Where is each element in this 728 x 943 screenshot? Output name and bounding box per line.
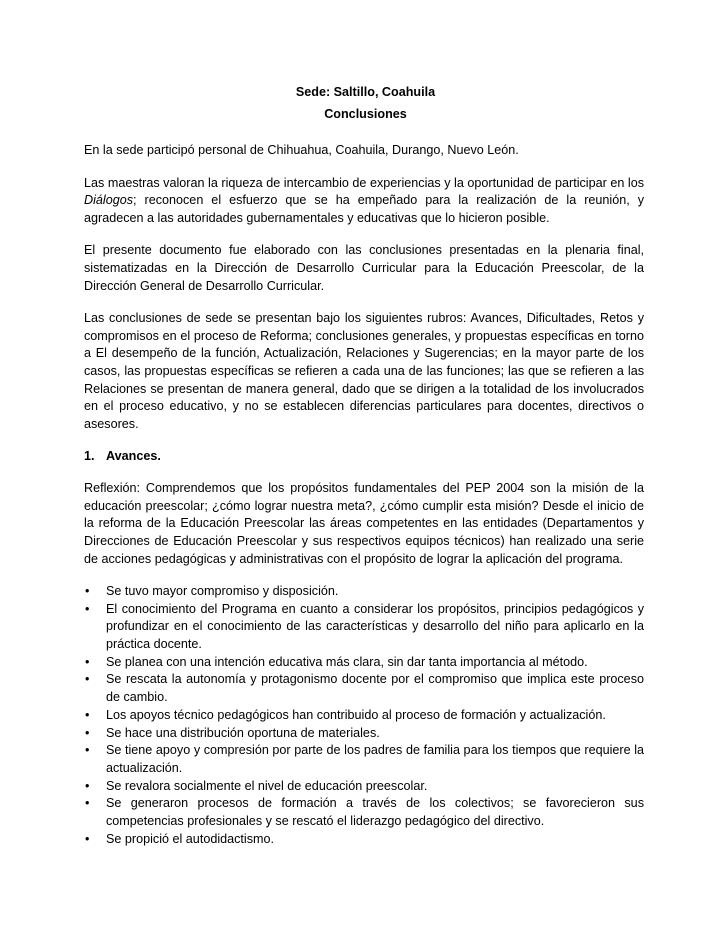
list-item: • Los apoyos técnico pedagógicos han contribuido al proceso de formación y actualización.	[84, 707, 644, 725]
list-item: • Se revalora socialmente el nivel de educación preescolar.	[84, 778, 644, 796]
list-item: • Se planea con una intención educativa más clara, sin dar tanta importancia al método.	[84, 654, 644, 672]
bullet-icon: •	[85, 778, 90, 793]
bullet-icon: •	[85, 707, 90, 722]
page-title: Conclusiones	[324, 106, 407, 121]
avances-list	[84, 583, 644, 849]
bullet-icon: •	[85, 601, 90, 616]
rubros-paragraph: Las conclusiones de sede se presentan bajo los siguientes rubros: Avances, Dificultades, Retos y compromisos en el proceso de Reforma; conclusiones generales, y propuestas específicas en torno a El desempeño de la función, Actualización, Relaciones y Sugerencias; en la mayor parte de los casos, las propuestas específicas se refieren a cada una de las funciones; las que se refieren a las Relaciones se presentan de manera general, dado que se dirigen a la totalidad de los involucrados en el proceso educativo, y no se establecen diferencias particulares para docentes, directivos o asesores.	[84, 310, 644, 432]
bullet-icon: •	[85, 583, 90, 598]
reflexion-paragraph: Reflexión: Comprendemos que los propósitos fundamentales del PEP 2004 son la misión de la educación preescolar; ¿cómo lograr nuestra meta?, ¿cómo cumplir esta misión? Desde el inicio de la reforma de la Educación Preescolar las áreas competentes en las entidades (Departamentos y Direcciones de Educación Preescolar y sus respectivos equipos técnicos) han realizado una serie de acciones pedagógicas y administrativas con el propósito de lograr la aplicación del programa.	[84, 480, 644, 566]
sede-heading: Sede: Saltillo, Coahuila	[295, 85, 436, 99]
bullet-icon: •	[85, 743, 90, 758]
bullet-icon: •	[85, 672, 90, 687]
bullet-icon: •	[85, 654, 90, 669]
intro-paragraph: En la sede participó personal de Chihuahua, Coahuila, Durango, Nuevo León.	[84, 143, 519, 158]
valoracion-paragraph: Las maestras valoran la riqueza de intercambio de experiencias y la oportunidad de participar en los Diálogos; reconocen el esfuerzo que se ha empeñado para la realización de la reunión, y agradecen a las autoridades gubernamentales y educativas que lo hicieron posible.	[84, 175, 644, 226]
dialogos-italic: Diálogos	[84, 193, 134, 208]
bullet-icon: •	[85, 796, 90, 811]
list-item: • Se tuvo mayor compromiso y disposición.	[84, 583, 644, 601]
section-heading-avances: 1. Avances.	[84, 449, 161, 464]
list-item: • El conocimiento del Programa en cuanto a considerar los propósitos, principios pedagógicos y profundizar en el conocimiento de las características y desarrollo del niño para aplicarlo en la práctica docente.	[85, 601, 644, 652]
bullet-icon: •	[85, 725, 90, 740]
documento-paragraph: El presente documento fue elaborado con las conclusiones presentadas en la plenaria final, sistematizadas en la Dirección de Desarrollo Curricular para la Educación Preescolar, de la Dirección General de Desarrollo Curricular.	[84, 243, 644, 293]
list-item: • Se hace una distribución oportuna de materiales.	[84, 725, 644, 743]
list-item: • Se generaron procesos de formación a través de los colectivos; se favorecieron sus competencias profesionales y se rescató el liderazgo pedagógico del directivo.	[85, 796, 644, 829]
list-item: • Se propició el autodidactismo.	[84, 831, 644, 849]
list-item: • Se rescata la autonomía y protagonismo docente por el compromiso que implica este proceso de cambio.	[85, 672, 644, 705]
list-item: • Se tiene apoyo y compresión por parte de los padres de familia para los tiempos que requiere la actualización.	[85, 743, 644, 775]
document-page	[84, 84, 644, 849]
bullet-icon: •	[85, 831, 90, 846]
